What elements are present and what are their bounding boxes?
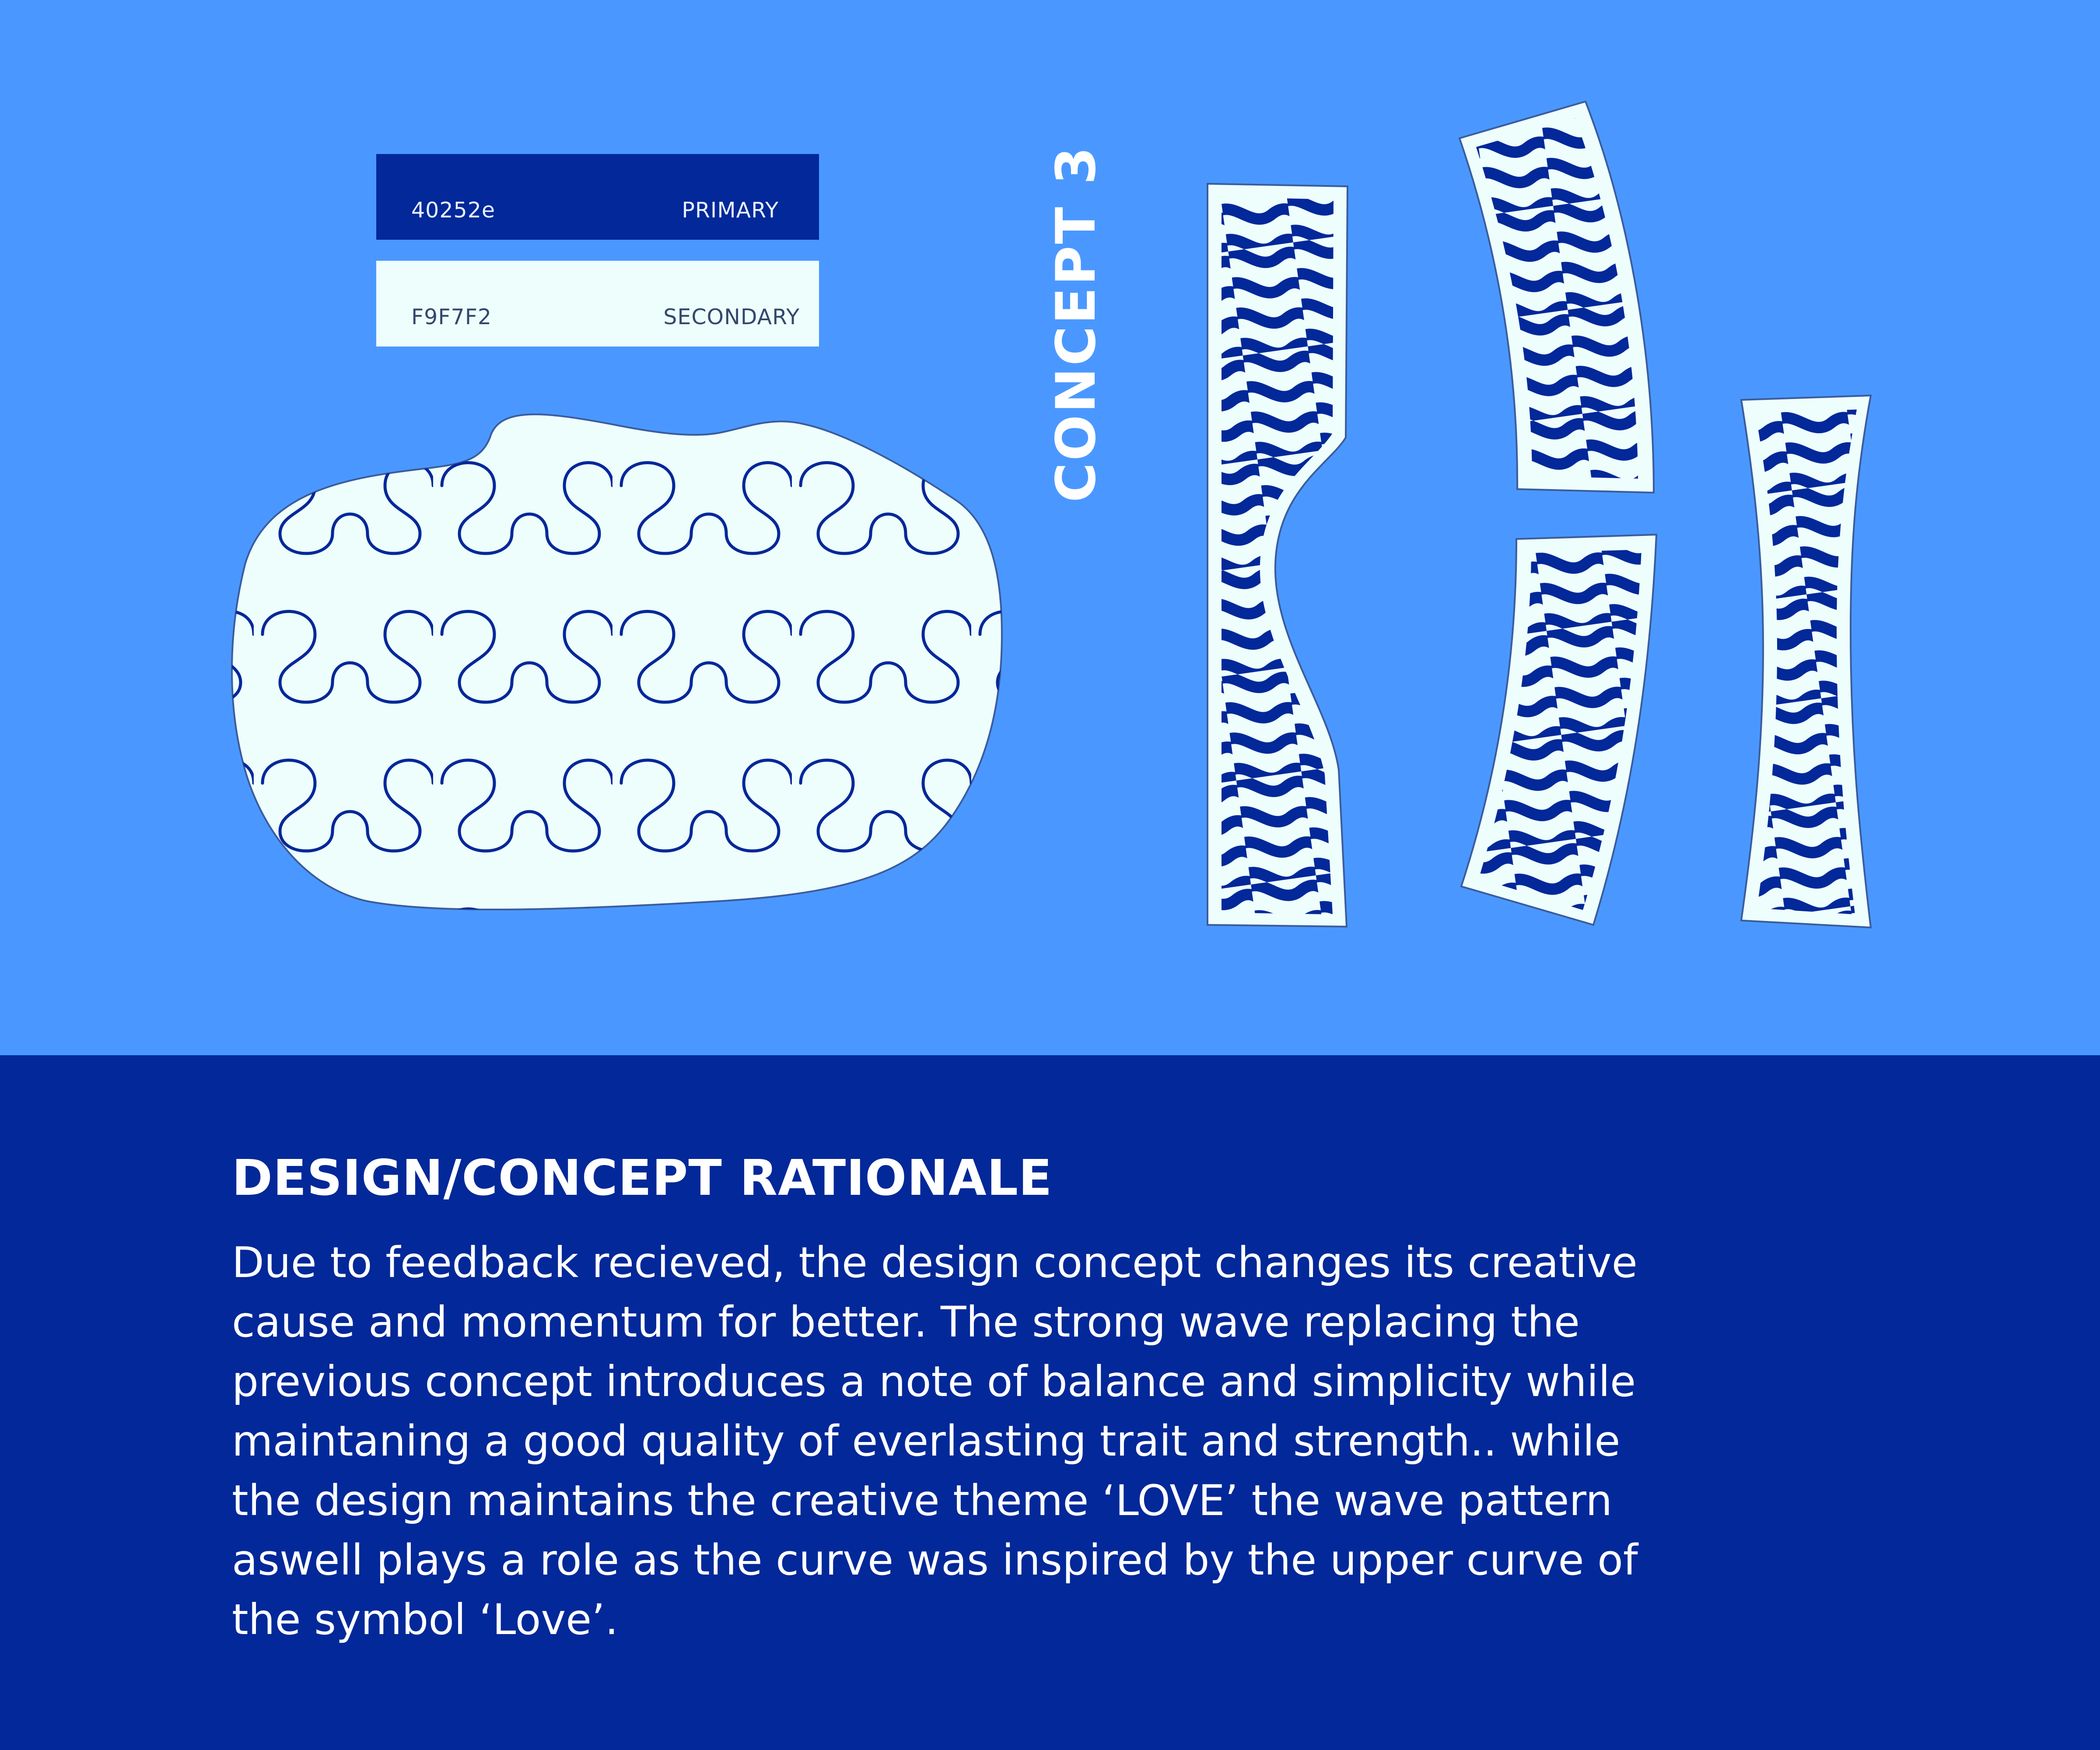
concept-label: CONCEPT 3 [1045,145,1108,503]
secondary-color-role: SECONDARY [663,304,800,329]
wave-stripe-1 [1208,184,1348,927]
wave-stripe-3 [1461,535,1656,925]
rationale-line: Due to feedback recieved, the design concept changes its creative [232,1238,1638,1287]
rationale-line: the design maintains the creative theme ‘LOVE’ the wave pattern [232,1476,1613,1525]
wave-stripe-4 [1741,396,1871,928]
primary-color-code: 40252e [411,198,496,223]
rationale-line: aswell plays a role as the curve was inspired by the upper curve of [232,1536,1638,1585]
rationale-line: cause and momentum for better. The strong wave replacing the [232,1298,1580,1347]
blob-panel [232,414,1002,910]
rationale-line: maintaning a good quality of everlasting trait and strength.. while [232,1417,1620,1466]
rationale-line: the symbol ‘Love’. [232,1595,619,1644]
primary-color-role: PRIMARY [682,198,779,223]
rationale-title: DESIGN/CONCEPT RATIONALE [232,1150,1053,1207]
rationale-line: previous concept introduces a note of balance and simplicity while [232,1357,1636,1406]
rationale-body [232,1233,1894,1649]
secondary-color-code: F9F7F2 [411,304,492,329]
wave-stripe-2 [1460,102,1654,493]
